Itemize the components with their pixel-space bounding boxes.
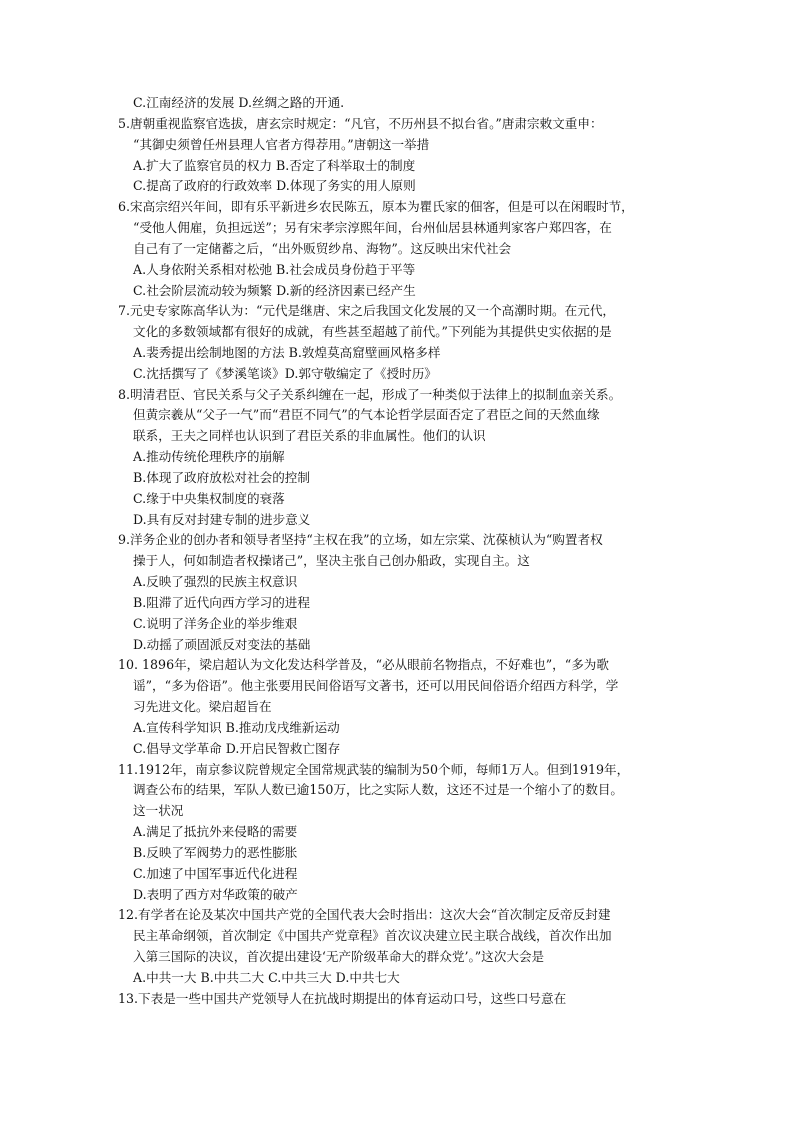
question-text-continued: 习先进文化。梁启超旨在	[133, 699, 272, 715]
answer-options: A.宣传科学知识 B.推动戊戌维新运动	[133, 719, 340, 735]
answer-options: C.缘于中央集权制度的衰落	[133, 490, 285, 506]
answer-options: A.扩大了监察官员的权力 B.否定了科举取士的制度	[133, 157, 416, 173]
answer-options: C.江南经济的发展 D.丝绸之路的开通.	[133, 95, 345, 110]
answer-options: A.裴秀提出绘制地图的方法 B.敦煌莫高窟壁画风格多样	[133, 345, 441, 360]
answer-options: A.反映了强烈的民族主权意识	[133, 574, 298, 590]
question-text-continued: 民主革命纲领，首次制定《中国共产党章程》首次议决建立民主联合战线，首次作出加	[133, 928, 612, 944]
answer-options: D.具有反对封建专制的进步意义	[133, 511, 311, 527]
question-stem: 9.洋务企业的创办者和领导者坚持“主权在我”的立场，如左宗棠、沈葆桢认为“购置者权	[118, 532, 603, 548]
answer-options: A.人身依附关系相对松弛 B.社会成员身份趋于平等	[133, 261, 416, 277]
question-text-continued: 联系，王夫之同样也认识到了君臣关系的非血属性。他们的认识	[133, 428, 486, 444]
question-text-continued: “受他人佣雇，负担远送”；另有宋孝宗淳熙年间，台州仙居县林通判家客户郑四客，在	[133, 220, 612, 235]
answer-options: C.社会阶层流动较为频繁 D.新的经济因素已经产生	[133, 282, 416, 298]
answer-options: D.动摇了顽固派反对变法的基础	[133, 636, 311, 652]
question-text-continued: “其御史须曾任州县理人官者方得荐用。”唐朝这一举措	[133, 136, 430, 152]
question-text-continued: 谣”，“多为俗语”。他主张要用民间俗语写文著书，还可以用民间俗语介绍西方科学，学	[133, 678, 619, 694]
question-text-continued: 入第三国际的决议，首次提出建设‘无产阶级革命大的群众党’。”这次大会是	[133, 949, 545, 964]
question-stem: 10. 1896年，梁启超认为文化发达科学普及，“必从眼前名物指点，不好难也”，“多为歌	[118, 657, 609, 673]
answer-options: A.满足了抵抗外来侵略的需要	[133, 824, 298, 839]
answer-options: A.推动传统伦理秩序的崩解	[133, 449, 285, 465]
question-stem: 8.明清君臣、官民关系与父子关系纠缠在一起，形成了一种类似于法律上的拟制血亲关系。	[118, 386, 622, 402]
answer-options: B.阻滞了近代向西方学习的进程	[133, 594, 310, 610]
answer-options: B.体现了政府放松对社会的控制	[133, 469, 310, 485]
answer-options: A.中共一大 B.中共二大 C.中共三大 D.中共七大	[133, 969, 400, 985]
answer-options: C.加速了中国军事近代化进程	[133, 865, 298, 881]
answer-options: C.提高了政府的行政效率 D.体现了务实的用人原则	[133, 178, 416, 194]
question-stem: 6.宋高宗绍兴年间，即有乐平新进乡农民陈五，原本为瞿氏家的佃客，但是可以在闲暇时节，	[118, 199, 634, 215]
question-text-continued: 操于人，何如制造者权操诸己”，坚决主张自己创办船政，实现自主。这	[133, 553, 530, 569]
question-stem: 13.下表是一些中国共产党领导人在抗战时期提出的体育运动口号，这些口号意在	[118, 990, 567, 1006]
answer-options: C.说明了洋务企业的举步维艰	[133, 615, 298, 631]
question-text-continued: 但黄宗羲从“父子一气”而“君臣不同气”的气本论哲学层面否定了君臣之间的天然血缘	[133, 407, 600, 423]
answer-options: C.倡导文学革命 D.开启民智救亡图存	[133, 740, 341, 756]
answer-options: C.沈括撰写了《梦溪笔谈》D.郭守敬编定了《授时历》	[133, 365, 437, 381]
question-text-continued: 这一状况	[133, 803, 184, 819]
question-text-continued: 文化的多数领域都有很好的成就，有些甚至超越了前代。”下列能为其提供史实依据的是	[133, 324, 612, 340]
question-stem: 11.1912年，南京参议院曾规定全国常规武装的编制为50个师，每师1万人。但到1919年，	[118, 761, 630, 777]
answer-options: B.反映了军阀势力的恶性膨胀	[133, 844, 298, 860]
answer-options: D.表明了西方对华政策的破产	[133, 886, 298, 902]
question-text-continued: 自己有了一定储蓄之后，“出外贩贸纱帛、海物”。这反映出宋代社会	[133, 240, 512, 256]
question-text-continued: 调查公布的结果，军队人数已逾150万，比之实际人数，这还不过是一个缩小了的数目。	[133, 782, 624, 798]
question-stem: 7.元史专家陈高华认为：“元代是继唐、宋之后我国文化发展的又一个高潮时期。在元代，	[118, 303, 616, 319]
question-stem: 5.唐朝重视监察官选拔，唐玄宗时规定：“凡官，不历州县不拟台省。”唐肃宗敕文重申：	[118, 115, 603, 131]
question-stem: 12.有学者在论及某次中国共产党的全国代表大会时指出：这次大会“首次制定反帝反封建	[118, 907, 611, 923]
